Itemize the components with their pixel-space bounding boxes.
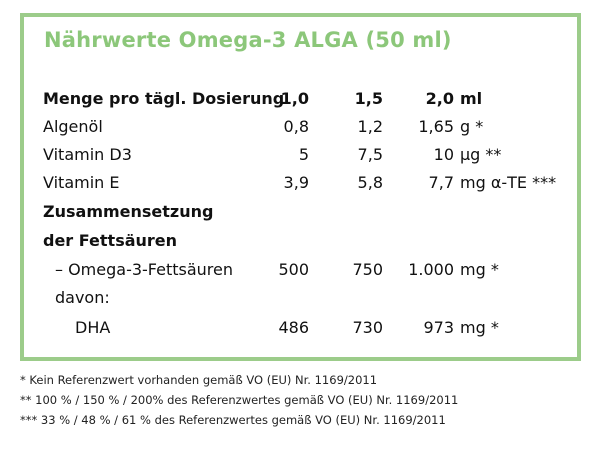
row-label: der Fettsäuren (43, 231, 178, 250)
section-heading-fatty-acids (24, 227, 577, 255)
panel-title: Nährwerte Omega-3 ALGA (50 ml) (44, 28, 452, 52)
row-unit: mg * (460, 260, 499, 279)
row-unit: mg * (460, 318, 499, 337)
nutrition-panel (20, 13, 581, 361)
value-col-2: 7,5 (357, 145, 383, 164)
value-col-1: 0,8 (283, 117, 309, 136)
value-col-1: 5 (298, 145, 309, 164)
value-col-2: 750 (352, 260, 383, 279)
value-col-1: 3,9 (283, 173, 309, 192)
value-col-3: 2,0 (425, 89, 454, 108)
table-row-vitamin-e (24, 169, 577, 197)
footnote-1: * Kein Referenzwert vorhanden gemäß VO (EU) Nr. 1169/2011 (20, 373, 378, 387)
value-col-2: 1,2 (357, 117, 383, 136)
row-unit: g * (460, 117, 484, 136)
row-label: Vitamin D3 (43, 145, 132, 164)
table-row-omega-3 (24, 256, 577, 284)
table-row-dha (24, 314, 577, 342)
value-col-1: 1,0 (280, 89, 309, 108)
row-label: Zusammensetzung (43, 202, 214, 221)
row-label: Algenöl (43, 117, 103, 136)
value-col-1: 500 (278, 260, 309, 279)
row-label: Vitamin E (43, 173, 120, 192)
value-col-2: 730 (352, 318, 383, 337)
row-label: – Omega-3-Fettsäuren (55, 260, 234, 279)
footnotes (20, 370, 458, 430)
row-unit: ml (460, 89, 483, 108)
value-col-3: 10 (433, 145, 454, 164)
section-heading-composition (24, 198, 577, 226)
row-label: DHA (75, 318, 111, 337)
value-col-3: 1.000 (408, 260, 454, 279)
row-unit: µg ** (460, 145, 502, 164)
value-col-1: 486 (278, 318, 309, 337)
row-label: davon: (55, 288, 110, 307)
table-row-vitamin-d3 (24, 141, 577, 169)
row-unit: mg α-TE *** (460, 173, 557, 192)
value-col-3: 1,65 (418, 117, 454, 136)
table-row-davon (24, 284, 577, 312)
row-label: Menge pro tägl. Dosierung (43, 89, 285, 108)
footnote-2: ** 100 % / 150 % / 200% des Referenzwertes gemäß VO (EU) Nr. 1169/2011 (20, 393, 459, 407)
footnote-3: *** 33 % / 48 % / 61 % des Referenzwertes gemäß VO (EU) Nr. 1169/2011 (20, 413, 446, 427)
table-row-dosage (24, 85, 577, 113)
value-col-2: 1,5 (354, 89, 383, 108)
value-col-3: 7,7 (428, 173, 454, 192)
value-col-2: 5,8 (357, 173, 383, 192)
table-row-algenoel (24, 113, 577, 141)
value-col-3: 973 (423, 318, 454, 337)
